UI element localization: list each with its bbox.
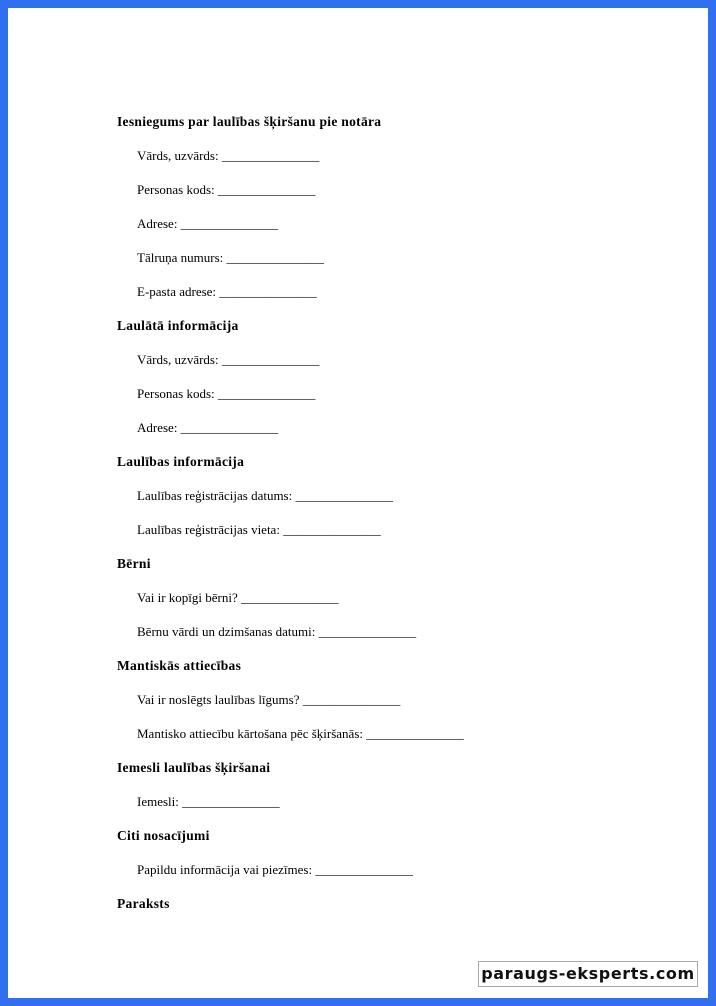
watermark-badge: paraugs-eksperts.com (478, 961, 698, 987)
section-gap (117, 742, 697, 759)
section-gap (117, 878, 697, 895)
section-heading: Iesniegums par laulības šķiršanu pie notāra (117, 114, 382, 129)
field-gap (117, 232, 697, 249)
document-body (117, 113, 697, 912)
section-gap (117, 436, 697, 453)
section-gap (117, 300, 697, 317)
form-field-line: Mantisko attiecību kārtošana pēc šķiršanās: _______________ (137, 726, 464, 741)
section-gap (117, 538, 697, 555)
form-field-line: Laulības reģistrācijas vieta: _______________ (137, 522, 381, 537)
field-gap (117, 776, 697, 793)
field-gap (117, 572, 697, 589)
field-gap (117, 470, 697, 487)
section-heading: Iemesli laulības šķiršanai (117, 760, 271, 775)
form-field-line: Iemesli: _______________ (137, 794, 280, 809)
form-field-line: Vārds, uzvārds: _______________ (137, 352, 320, 367)
form-field-line: E-pasta adrese: _______________ (137, 284, 317, 299)
form-field-line: Vārds, uzvārds: _______________ (137, 148, 320, 163)
field-gap (117, 198, 697, 215)
section-heading: Paraksts (117, 896, 170, 911)
section-gap (117, 640, 697, 657)
form-field-line: Personas kods: _______________ (137, 386, 316, 401)
form-field-line: Laulības reģistrācijas datums: _______________ (137, 488, 393, 503)
form-field-line: Adrese: _______________ (137, 216, 279, 231)
form-field-line: Adrese: _______________ (137, 420, 279, 435)
field-gap (117, 674, 697, 691)
form-field-line: Tālruņa numurs: _______________ (137, 250, 325, 265)
section-heading: Laulātā informācija (117, 318, 239, 333)
field-gap (117, 708, 697, 725)
field-gap (117, 164, 697, 181)
field-gap (117, 844, 697, 861)
form-field-line: Bērnu vārdi un dzimšanas datumi: _______________ (137, 624, 417, 639)
field-gap (117, 606, 697, 623)
section-heading: Bērni (117, 556, 151, 571)
form-field-line: Vai ir noslēgts laulības līgums? _______________ (137, 692, 401, 707)
section-heading: Mantiskās attiecības (117, 658, 242, 673)
form-field-line: Papildu informācija vai piezīmes: _______________ (137, 862, 413, 877)
field-gap (117, 266, 697, 283)
form-field-line: Vai ir kopīgi bērni? _______________ (137, 590, 339, 605)
field-gap (117, 504, 697, 521)
section-gap (117, 810, 697, 827)
field-gap (117, 334, 697, 351)
section-heading: Laulības informācija (117, 454, 245, 469)
section-heading: Citi nosacījumi (117, 828, 210, 843)
field-gap (117, 368, 697, 385)
form-field-line: Personas kods: _______________ (137, 182, 316, 197)
field-gap (117, 130, 697, 147)
field-gap (117, 402, 697, 419)
